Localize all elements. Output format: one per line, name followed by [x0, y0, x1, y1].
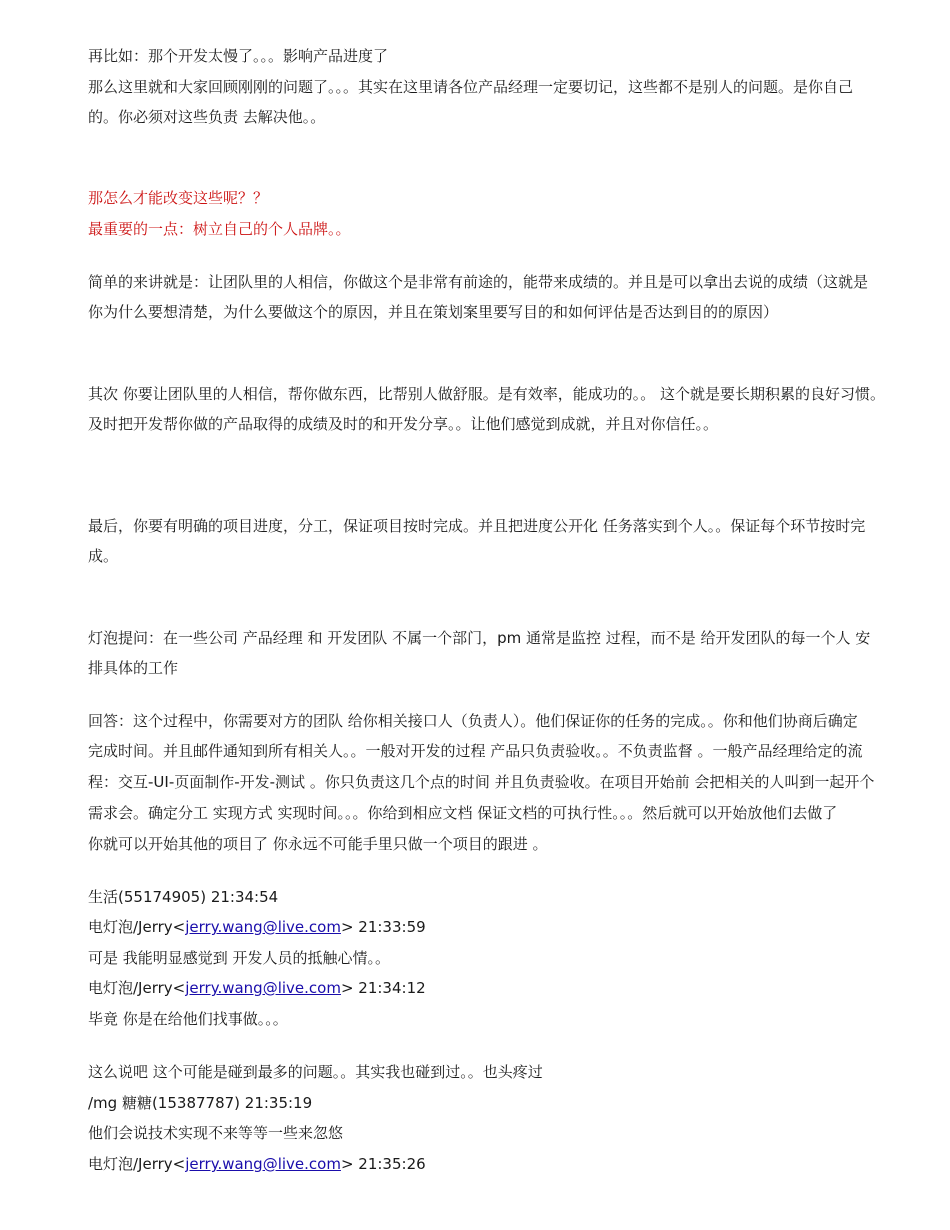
chat-time: > 21:35:26: [340, 1155, 426, 1173]
email-link[interactable]: jerry.wang@live.com: [185, 979, 341, 997]
chat-time: > 21:33:59: [340, 918, 426, 936]
text-line: 回答：这个过程中，你需要对方的团队 给你相关接口人（负责人）。他们保证你的任务的完成。。你和他们协商后确定: [88, 712, 858, 730]
text-line: 你为什么要想清楚，为什么要做这个的原因，并且在策划案里要写目的和如何评估是否达到目的的原因）: [88, 303, 779, 321]
sender-name: 电灯泡/Jerry<: [88, 979, 186, 997]
text-line: 程：交互-UI-页面制作-开发-测试 。你只负责这几个点的时间 并且负责验收。在项目开始前 会把相关的人叫到一起开个: [88, 773, 875, 791]
chat-time: > 21:34:12: [340, 979, 426, 997]
text-line: 你就可以开始其他的项目了 你永远不可能手里只做一个项目的跟进 。: [88, 835, 548, 853]
text-line: 简单的来讲就是：让团队里的人相信，你做这个是非常有前途的，能带来成绩的。并且是可以拿出去说的成绩（这就是: [88, 273, 869, 291]
text-line: 其次 你要让团队里的人相信，帮你做东西，比帮别人做舒服。是有效率，能成功的。。 这个就是要长期积累的良好习惯。: [88, 385, 886, 403]
email-link[interactable]: jerry.wang@live.com: [185, 918, 341, 936]
text-line: 那么这里就和大家回顾刚刚的问题了。。。其实在这里请各位产品经理一定要切记，这些都不是别人的问题。是你自己: [88, 78, 854, 96]
chat-header: [88, 1154, 426, 1174]
text-line: 再比如：那个开发太慢了。。。影响产品进度了: [88, 47, 389, 65]
text-line: 排具体的工作: [88, 659, 179, 677]
text-line: 及时把开发帮你做的产品取得的成绩及时的和开发分享。。让他们感觉到成就，并且对你信任。。: [88, 415, 719, 433]
text-line: 最后，你要有明确的项目进度，分工，保证项目按时完成。并且把进度公开化 任务落实到个人。。保证每个环节按时完: [88, 517, 866, 535]
chat-header: /mg 糖糖(15387787) 21:35:19: [88, 1094, 313, 1112]
chat-header: [88, 917, 426, 937]
highlight-answer: 最重要的一点：树立自己的个人品牌。。: [88, 220, 351, 238]
text-line: 的。你必须对这些负责 去解决他。。: [88, 108, 326, 126]
chat-message: 可是 我能明显感觉到 开发人员的抵触心情。。: [88, 949, 391, 967]
chat-header: [88, 978, 426, 998]
chat-message: 毕竟 你是在给他们找事做。。。: [88, 1010, 288, 1028]
email-link[interactable]: jerry.wang@live.com: [185, 1155, 341, 1173]
sender-name: 电灯泡/Jerry<: [88, 1155, 186, 1173]
text-line: 灯泡提问：在一些公司 产品经理 和 开发团队 不属一个部门，pm 通常是监控 过程，而不是 给开发团队的每一个人 安: [88, 629, 871, 647]
highlight-question: 那怎么才能改变这些呢？？: [88, 189, 269, 207]
text-line: 完成时间。并且邮件通知到所有相关人。。一般对开发的过程 产品只负责验收。。不负责监督 。一般产品经理给定的流: [88, 742, 863, 760]
chat-message: 这么说吧 这个可能是碰到最多的问题。。其实我也碰到过。。也头疼过: [88, 1063, 543, 1081]
chat-message: 他们会说技术实现不来等等一些来忽悠: [88, 1124, 344, 1142]
text-line: 需求会。确定分工 实现方式 实现时间。。。你给到相应文档 保证文档的可执行性。。。然后就可以开始放他们去做了: [88, 804, 838, 822]
text-line: 成。: [88, 547, 119, 565]
chat-header: 生活(55174905) 21:34:54: [88, 888, 279, 906]
sender-name: 电灯泡/Jerry<: [88, 918, 186, 936]
